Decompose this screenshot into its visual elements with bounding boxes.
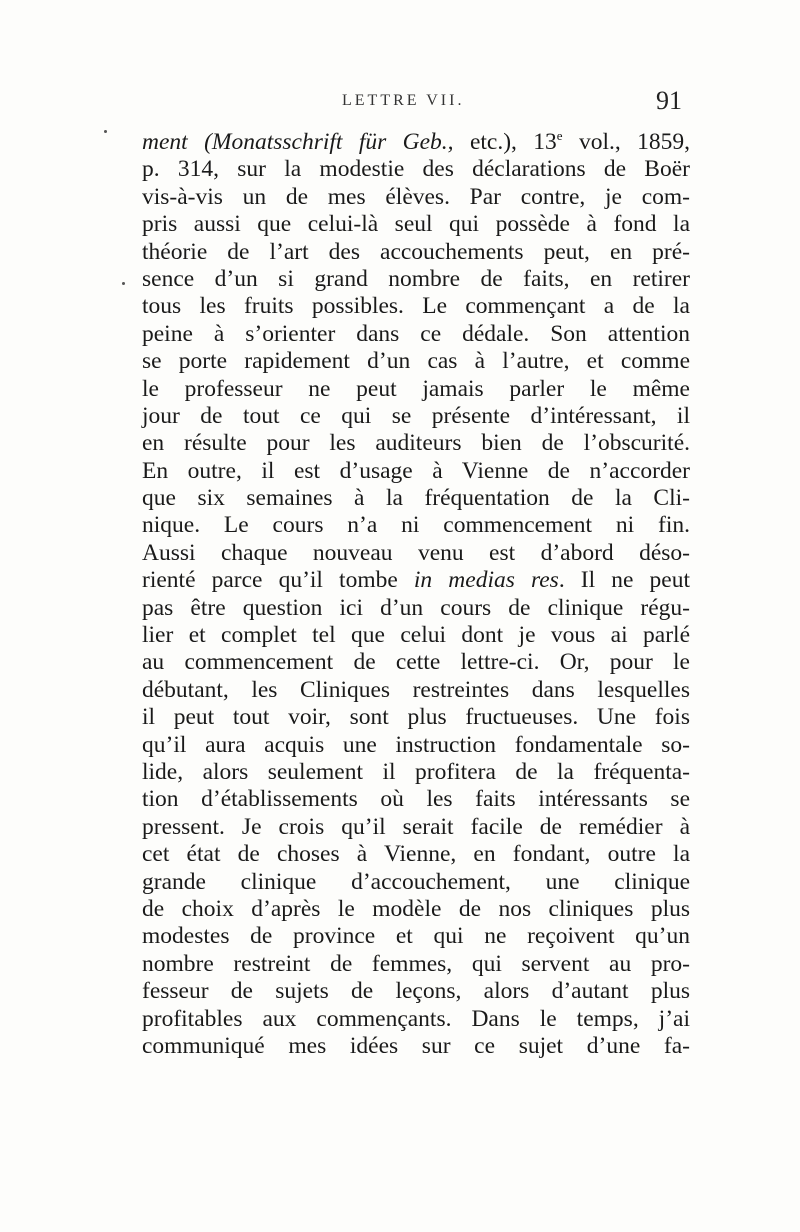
text-segment: débutant, les Cliniques restreintes dans lesquelles bbox=[142, 676, 690, 703]
text-segment: p. 314, sur la modestie des déclarations de Boër bbox=[142, 156, 690, 183]
text-line bbox=[142, 266, 690, 293]
text-segment: fesseur de sujets de leçons, alors d’autant plus bbox=[142, 978, 690, 1005]
text-segment: rienté parce qu’il tombe bbox=[142, 567, 414, 594]
text-line bbox=[142, 814, 690, 841]
text-line bbox=[142, 348, 690, 375]
text-segment: e bbox=[556, 128, 563, 144]
text-segment: peine à s’orienter dans ce dédale. Son attention bbox=[142, 320, 690, 347]
text-line bbox=[142, 485, 690, 512]
page-number: 91 bbox=[656, 86, 682, 115]
text-line bbox=[142, 211, 690, 238]
text-segment: communiqué mes idées sur ce sujet d’une fa- bbox=[142, 1032, 690, 1059]
text-segment: qu’il aura acquis une instruction fondamentale so- bbox=[142, 731, 690, 758]
text-segment: vis-à-vis un de mes élèves. Par contre, je com- bbox=[142, 183, 690, 210]
text-segment: théorie de l’art des accouchements peut, en pré- bbox=[142, 238, 690, 265]
text-segment: ment (Monatsschrift für Geb., bbox=[142, 129, 470, 155]
text-line bbox=[142, 951, 690, 978]
text-line bbox=[142, 622, 690, 649]
body-text bbox=[142, 129, 690, 1060]
text-line bbox=[142, 923, 690, 950]
text-segment: profitables aux commençants. Dans le temps, j’ai bbox=[142, 1005, 690, 1032]
text-segment: . Il ne peut bbox=[558, 567, 691, 594]
text-segment: cet état de choses à Vienne, en fondant, outre la bbox=[142, 841, 690, 868]
running-head bbox=[142, 86, 682, 122]
text-line bbox=[142, 896, 690, 923]
text-segment: tous les fruits possibles. Le commençant a de la bbox=[142, 293, 690, 320]
text-segment: que six semaines à la fréquentation de la Cli- bbox=[142, 485, 690, 512]
text-segment: vol., 1859, bbox=[562, 129, 691, 155]
text-line bbox=[142, 512, 690, 539]
text-segment: nique. Le cours n’a ni commencement ni fin. bbox=[142, 512, 690, 539]
text-segment: modestes de province et qui ne reçoivent qu’un bbox=[142, 923, 690, 950]
text-line bbox=[142, 403, 690, 430]
text-segment: il peut tout voir, sont plus fructueuses. Une fois bbox=[142, 704, 690, 731]
text-line bbox=[142, 677, 690, 704]
text-line bbox=[142, 595, 690, 622]
text-segment: de choix d’après le modèle de nos cliniques plus bbox=[142, 895, 690, 922]
text-line bbox=[142, 567, 690, 594]
paper-speck bbox=[122, 282, 125, 285]
text-line bbox=[142, 759, 690, 786]
text-line bbox=[142, 649, 690, 676]
text-segment: etc.), 13 bbox=[469, 129, 557, 155]
text-line bbox=[142, 184, 690, 211]
text-line bbox=[142, 321, 690, 348]
text-line bbox=[142, 430, 690, 457]
paper-speck bbox=[104, 130, 107, 133]
text-segment: au commencement de cette lettre-ci. Or, pour le bbox=[142, 649, 690, 676]
text-segment: in medias res bbox=[413, 567, 559, 594]
text-segment: grande clinique d’accouchement, une clinique bbox=[142, 868, 690, 895]
text-line bbox=[142, 1033, 690, 1060]
text-line bbox=[142, 129, 690, 156]
text-line bbox=[142, 732, 690, 759]
text-line bbox=[142, 376, 690, 403]
text-line bbox=[142, 293, 690, 320]
text-segment: tion d’établissements où les faits intéressants se bbox=[142, 786, 690, 813]
text-segment: Aussi chaque nouveau venu est d’abord déso- bbox=[142, 539, 690, 566]
text-line bbox=[142, 156, 690, 183]
text-line bbox=[142, 841, 690, 868]
text-segment: sence d’un si grand nombre de faits, en retirer bbox=[142, 265, 690, 292]
text-segment: en résulte pour les auditeurs bien de l’obscurité. bbox=[142, 430, 690, 457]
text-line bbox=[142, 704, 690, 731]
text-line bbox=[142, 786, 690, 813]
text-line bbox=[142, 978, 690, 1005]
text-segment: pas être question ici d’un cours de clinique régu- bbox=[142, 594, 690, 621]
text-segment: pressent. Je crois qu’il serait facile de remédier à bbox=[142, 813, 690, 840]
text-segment: se porte rapidement d’un cas à l’autre, et comme bbox=[142, 348, 690, 375]
text-segment: pris aussi que celui-là seul qui possède à fond la bbox=[142, 211, 690, 238]
text-line bbox=[142, 1006, 690, 1033]
text-line bbox=[142, 239, 690, 266]
text-segment: jour de tout ce qui se présente d’intéressant, il bbox=[142, 402, 690, 429]
text-segment: lide, alors seulement il profitera de la fréquenta- bbox=[142, 758, 690, 785]
text-segment: En outre, il est d’usage à Vienne de n’accorder bbox=[142, 457, 690, 484]
text-line bbox=[142, 869, 690, 896]
running-title: LETTRE VII. bbox=[342, 92, 465, 109]
text-segment: lier et complet tel que celui dont je vous ai parlé bbox=[142, 622, 690, 649]
text-line bbox=[142, 540, 690, 567]
text-segment: nombre restreint de femmes, qui servent au pro- bbox=[142, 950, 690, 977]
text-line bbox=[142, 458, 690, 485]
text-segment: le professeur ne peut jamais parler le même bbox=[142, 375, 690, 402]
